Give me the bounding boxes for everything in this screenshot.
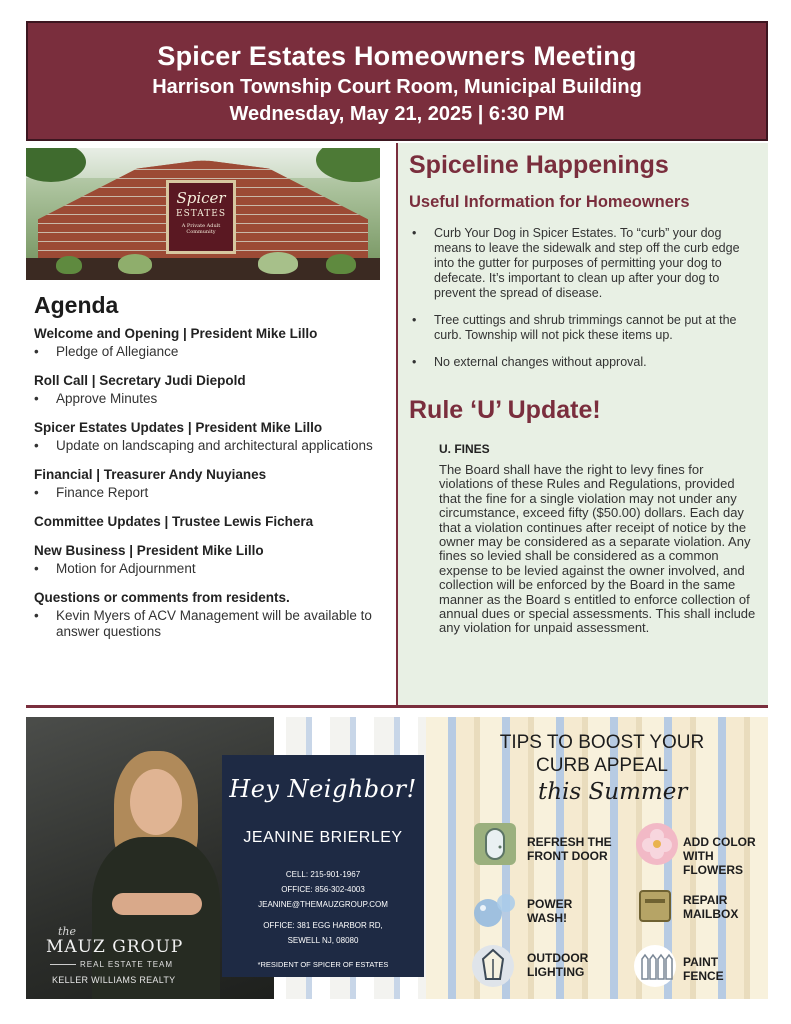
agenda-item-heading: Spicer Estates Updates | President Mike Lillo [34,420,323,435]
meeting-location: Harrison Township Court Room, Municipal Building [152,76,642,98]
email-link[interactable]: JEANINE@THEMAUZGROUP.COM [258,900,388,909]
rule-body: The Board shall have the right to levy fines for violations of these Rules and Regulations, provided that the fine for a single violation may not under any circumstance, exceed fifty ($50.00) dollars. Each day that a violation continues after receipt of notice by the owner may be considered as a separate violation. Any fines so levied shall be considered as a common expense to be levied against the owner involved, and collection will be enforced by the Board in the same manner as the Board s entitled to enforce collection of annual dues or special assessments. This shall include any violation for unpaid assessment. [439,462,756,636]
brokerage-name: KELLER WILLIAMS REALTY [52,975,176,985]
happenings-subtitle: Useful Information for Homeowners [409,193,690,211]
brand-logo: MAUZ GROUP [46,937,184,957]
section-divider [26,705,768,708]
agenda-item-sub: • Motion for Adjournment [34,561,374,577]
agenda-item-heading: Welcome and Opening | President Mike Lillo [34,326,318,341]
brand-the: the [58,925,77,938]
list-item: • Curb Your Dog in Spicer Estates. To “curb” your dog means to leave the sidewalk and step off the curb edge into the gutter for purposes of permitting your dog to defecate. It’s important to clean up after your dog to prevent the spread of disease. [412,226,762,301]
left-column [26,148,380,702]
agenda-item [34,372,374,407]
meeting-datetime: Wednesday, May 21, 2025 | 6:30 PM [229,103,565,125]
realtor-ad [26,717,768,999]
agenda-item [34,542,374,577]
tip-item: ADD COLOR WITH FLOWERS [683,835,756,877]
cell-phone: CELL: 215-901-1967 [285,870,361,879]
agenda-item [34,419,374,454]
agenda-item-sub: • Approve Minutes [34,391,374,407]
brand-team: REAL ESTATE TEAM [80,960,174,969]
fence-icon [634,945,676,987]
page-title: Spicer Estates Homeowners Meeting [157,41,637,71]
rule-update-title: Rule ‘U’ Update! [409,396,601,424]
agenda-item-heading: Questions or comments from residents. [34,590,290,605]
agenda-title: Agenda [34,292,119,318]
agenda-item-heading: Financial | Treasurer Andy Nuyianes [34,467,267,482]
tips-title: TIPS TO BOOST YOUR CURB APPEAL [499,732,705,776]
office-address: OFFICE: 381 EGG HARBOR RD, [263,921,383,930]
agent-contact-card [222,755,424,977]
estates-sign: Spicer ESTATES A Private Adult Community [166,180,236,254]
tip-item: REFRESH THE FRONT DOOR [527,835,612,863]
contact-info [222,867,424,948]
happenings-title: Spiceline Happenings [409,151,669,179]
curb-appeal-tips [426,717,768,999]
list-item: • No external changes without approval. [412,355,762,370]
mailbox-icon [634,885,676,927]
agenda-item [34,466,374,501]
tip-item: POWER WASH! [527,897,573,925]
agenda-item-heading: Roll Call | Secretary Judi Diepold [34,373,246,388]
greeting: Hey Neighbor! [229,775,417,803]
tip-item: REPAIR MAILBOX [683,893,739,921]
office-address-city: SEWELL NJ, 08080 [287,936,359,945]
happenings-panel [396,143,768,705]
agenda-item [34,513,374,530]
rule-section-heading: U. FINES [439,442,490,456]
tip-item: PAINT FENCE [683,955,724,983]
agenda-item-sub: • Finance Report [34,485,374,501]
office-phone: OFFICE: 856-302-4003 [281,885,365,894]
agenda [34,292,374,652]
agent-name: JEANINE BRIERLEY [243,829,403,846]
resident-note: *RESIDENT OF SPICER OF ESTATES [257,960,389,969]
agenda-item-sub: • Pledge of Allegiance [34,344,374,360]
agenda-item-sub: • Update on landscaping and architectural applications [34,438,374,454]
agenda-item-sub: • Kevin Myers of ACV Management will be available to answer questions [34,608,374,640]
happenings-list [412,226,762,382]
flower-icon [636,823,678,865]
agenda-item [34,325,374,360]
agenda-item [34,589,374,640]
front-door-icon [474,823,516,865]
tip-item: OUTDOOR LIGHTING [527,951,589,979]
header-banner [26,21,768,141]
bubbles-icon [472,889,514,931]
tips-script: this Summer [538,779,688,805]
lantern-icon [472,945,514,987]
agenda-item-heading: New Business | President Mike Lillo [34,543,264,558]
agenda-item-heading: Committee Updates | Trustee Lewis Fichera [34,514,314,529]
list-item: • Tree cuttings and shrub trimmings cannot be put at the curb. Township will not pick these items up. [412,313,762,343]
entrance-photo [26,148,380,280]
